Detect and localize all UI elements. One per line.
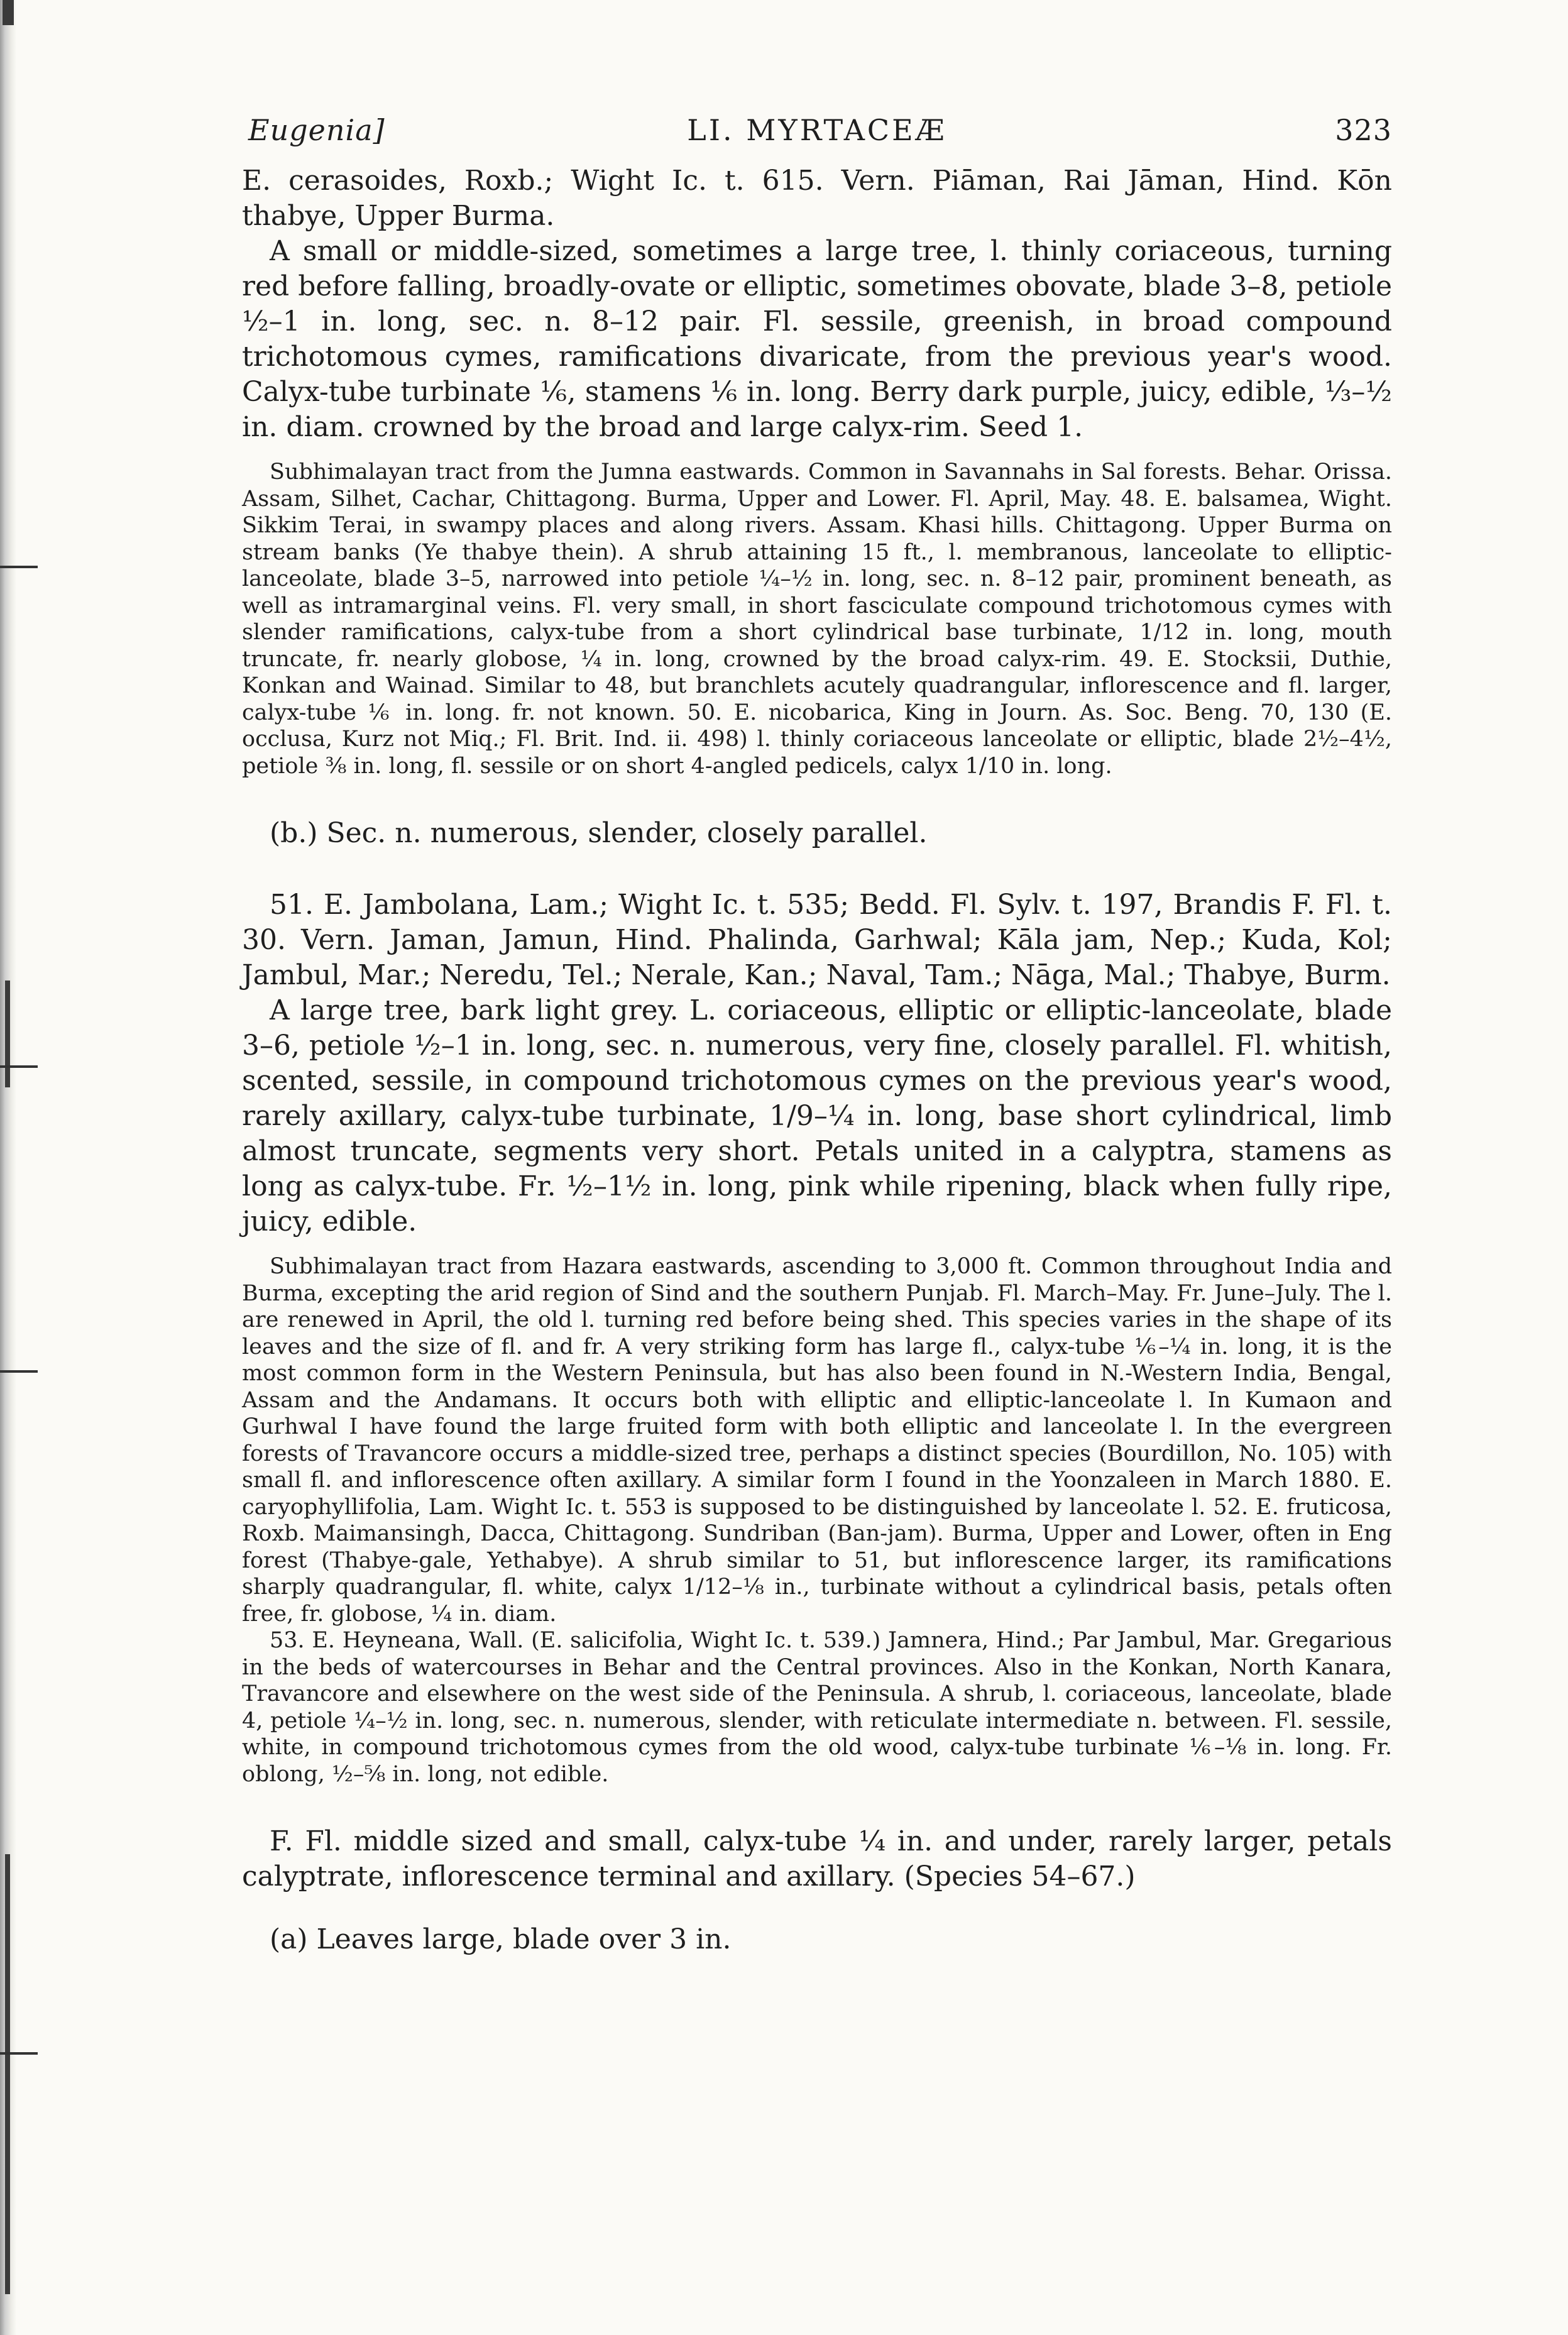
entry-cerasoides-notes: Subhimalayan tract from the Jumna eastwards. Common in Savannahs in Sal forests. Behar. Orissa. Assam, Silhet, Cachar, Chittagong. Burma, Upper and Lower. Fl. April, May. 48. E. balsamea, Wight. Sikkim Terai, in swampy places and along rivers. Assam. Khasi hills. Chittagong. Upper Burma on stream banks (Ye thabye thein). A shrub attaining 15 ft., l. membranous, lanceolate to elliptic-lanceolate, blade 3–5, narrowed into petiole ¼–½ in. long, sec. n. 8–12 pair, prominent beneath, as well as intramarginal veins. Fl. very small, in short fasciculate compound trichotomous cymes with slender ramifications, calyx-tube from a short cylindrical base turbinate, 1/12 in. long, mouth truncate, fr. nearly globose, ¼ in. long, crowned by the broad calyx-rim. 49. E. Stocksii, Duthie, Konkan and Wainad. Similar to 48, but branchlets acutely quadrangular, inflorescence and fl. larger, calyx-tube ⅙ in. long. fr. not known. 50. E. nicobarica, King in Journ. As. Soc. Beng. 70, 130 (E. occlusa, Kurz not Miq.; Fl. Brit. Ind. ii. 498) l. thinly coriaceous lanceolate or elliptic, blade 2½–4½, petiole ⅜ in. long, fl. sessile or on short 4-angled pedicels, calyx 1/10 in. long.	[242, 459, 1392, 779]
book-page	[242, 101, 1392, 2269]
entry-jambolana-description: A large tree, bark light grey. L. coriaceous, elliptic or elliptic-lanceolate, blade 3–6, petiole ½–1 in. long, sec. n. numerous, very fine, closely parallel. Fl. whitish, scented, sessile, in compound trichotomous cymes on the previous year's wood, rarely axillary, calyx-tube turbinate, 1/9–¼ in. long, base short cylindrical, limb almost truncate, segments very short. Petals united in a calyptra, stamens as long as calyx-tube. Fr. ½–1½ in. long, pink while ripening, black when fully ripe, juicy, edible.	[242, 994, 1392, 1238]
entry-jambolana-notes: Subhimalayan tract from Hazara eastwards, ascending to 3,000 ft. Common throughout India and Burma, excepting the arid region of Sind and the southern Punjab. Fl. March–May. Fr. June–July. The l. are renewed in April, the old l. turning red before being shed. This species varies in the shape of its leaves and the size of fl. and fr. A very striking form has large fl., calyx-tube ⅙–¼ in. long, it is the most common form in the Western Peninsula, but has also been found in N.-Western India, Bengal, Assam and the Andamans. It occurs both with elliptic and elliptic-lanceolate l. In Kumaon and Gurhwal I have found the large fruited form with both elliptic and lanceolate l. In the evergreen forests of Travancore occurs a middle-sized tree, perhaps a distinct species (Bourdillon, No. 105) with small fl. and inflorescence often axillary. A similar form I found in the Yoonzaleen in March 1880. E. caryophyllifolia, Lam. Wight Ic. t. 553 is supposed to be distinguished by lanceolate l. 52. E. fruticosa, Roxb. Maimansingh, Dacca, Chittagong. Sundriban (Ban-jam). Burma, Upper and Lower, often in Eng forest (Thabye-gale, Yethabye). A shrub similar to 51, but inflorescence larger, its ramifications sharply quadrangular, fl. white, calyx 1/12–⅛ in., turbinate without a cylindrical basis, petals often free, fr. globose, ¼ in. diam.	[242, 1254, 1392, 1627]
margin-tick	[0, 1065, 38, 1068]
scan-edge-mark	[5, 981, 10, 1087]
scan-edge-mark	[5, 1854, 10, 2294]
running-head	[242, 101, 1392, 163]
genus-label: Eugenia]	[248, 113, 385, 147]
scan-edge-mark	[3, 0, 14, 25]
entry-cerasoides-description: A small or middle-sized, sometimes a large tree, l. thinly coriaceous, turning red before falling, broadly-ovate or elliptic, sometimes obovate, blade 3–8, petiole ½–1 in. long, sec. n. 8–12 pair. Fl. sessile, greenish, in broad compound trichotomous cymes, ramifications divaricate, from the previous year's wood. Calyx-tube turbinate ⅙, stamens ⅙ in. long. Berry dark purple, juicy, edible, ⅓–½ in. diam. crowned by the broad and large calyx-rim. Seed 1.	[242, 235, 1392, 443]
subsection-a-heading: (a) Leaves large, blade over 3 in.	[270, 1923, 732, 1955]
entry-cerasoides-synonymy: E. cerasoides, Roxb.; Wight Ic. t. 615. Vern. Piāman, Rai Jāman, Hind. Kōn thabye, Upper Burma.	[242, 165, 1392, 232]
margin-tick	[0, 1370, 38, 1373]
entry-jambolana-synonymy: 51. E. Jambolana, Lam.; Wight Ic. t. 535; Bedd. Fl. Sylv. t. 197, Brandis F. Fl. t. 30. Vern. Jaman, Jamun, Hind. Phalinda, Garhwal; Kāla jam, Nep.; Kuda, Kol; Jambul, Mar.; Neredu, Tel.; Nerale, Kan.; Naval, Tam.; Nāga, Mal.; Thabye, Burm.	[242, 889, 1392, 991]
margin-tick	[0, 2052, 38, 2055]
family-title: LI. MYRTACEÆ	[687, 113, 947, 147]
section-b-heading: (b.) Sec. n. numerous, slender, closely parallel.	[270, 817, 928, 849]
entry-heyneana-notes: 53. E. Heyneana, Wall. (E. salicifolia, Wight Ic. t. 539.) Jamnera, Hind.; Par Jambul, Mar. Gregarious in the beds of watercourses in Behar and the Central provinces. Also in the Konkan, North Kanara, Travancore and elsewhere on the west side of the Peninsula. A shrub, l. coriaceous, lanceolate, blade 4, petiole ¼–½ in. long, sec. n. numerous, slender, with reticulate intermediate n. between. Fl. sessile, white, in compound trichotomous cymes from the old wood, calyx-tube turbinate ⅙–⅛ in. long. Fr. oblong, ½–⅝ in. long, not edible.	[242, 1628, 1392, 1787]
page-number: 323	[1335, 113, 1392, 147]
margin-tick	[0, 566, 38, 568]
section-f-heading: F. Fl. middle sized and small, calyx-tube ¼ in. and under, rarely larger, petals calyptrate, inflorescence terminal and axillary. (Species 54–67.)	[242, 1825, 1392, 1893]
page-body	[242, 163, 1392, 1957]
